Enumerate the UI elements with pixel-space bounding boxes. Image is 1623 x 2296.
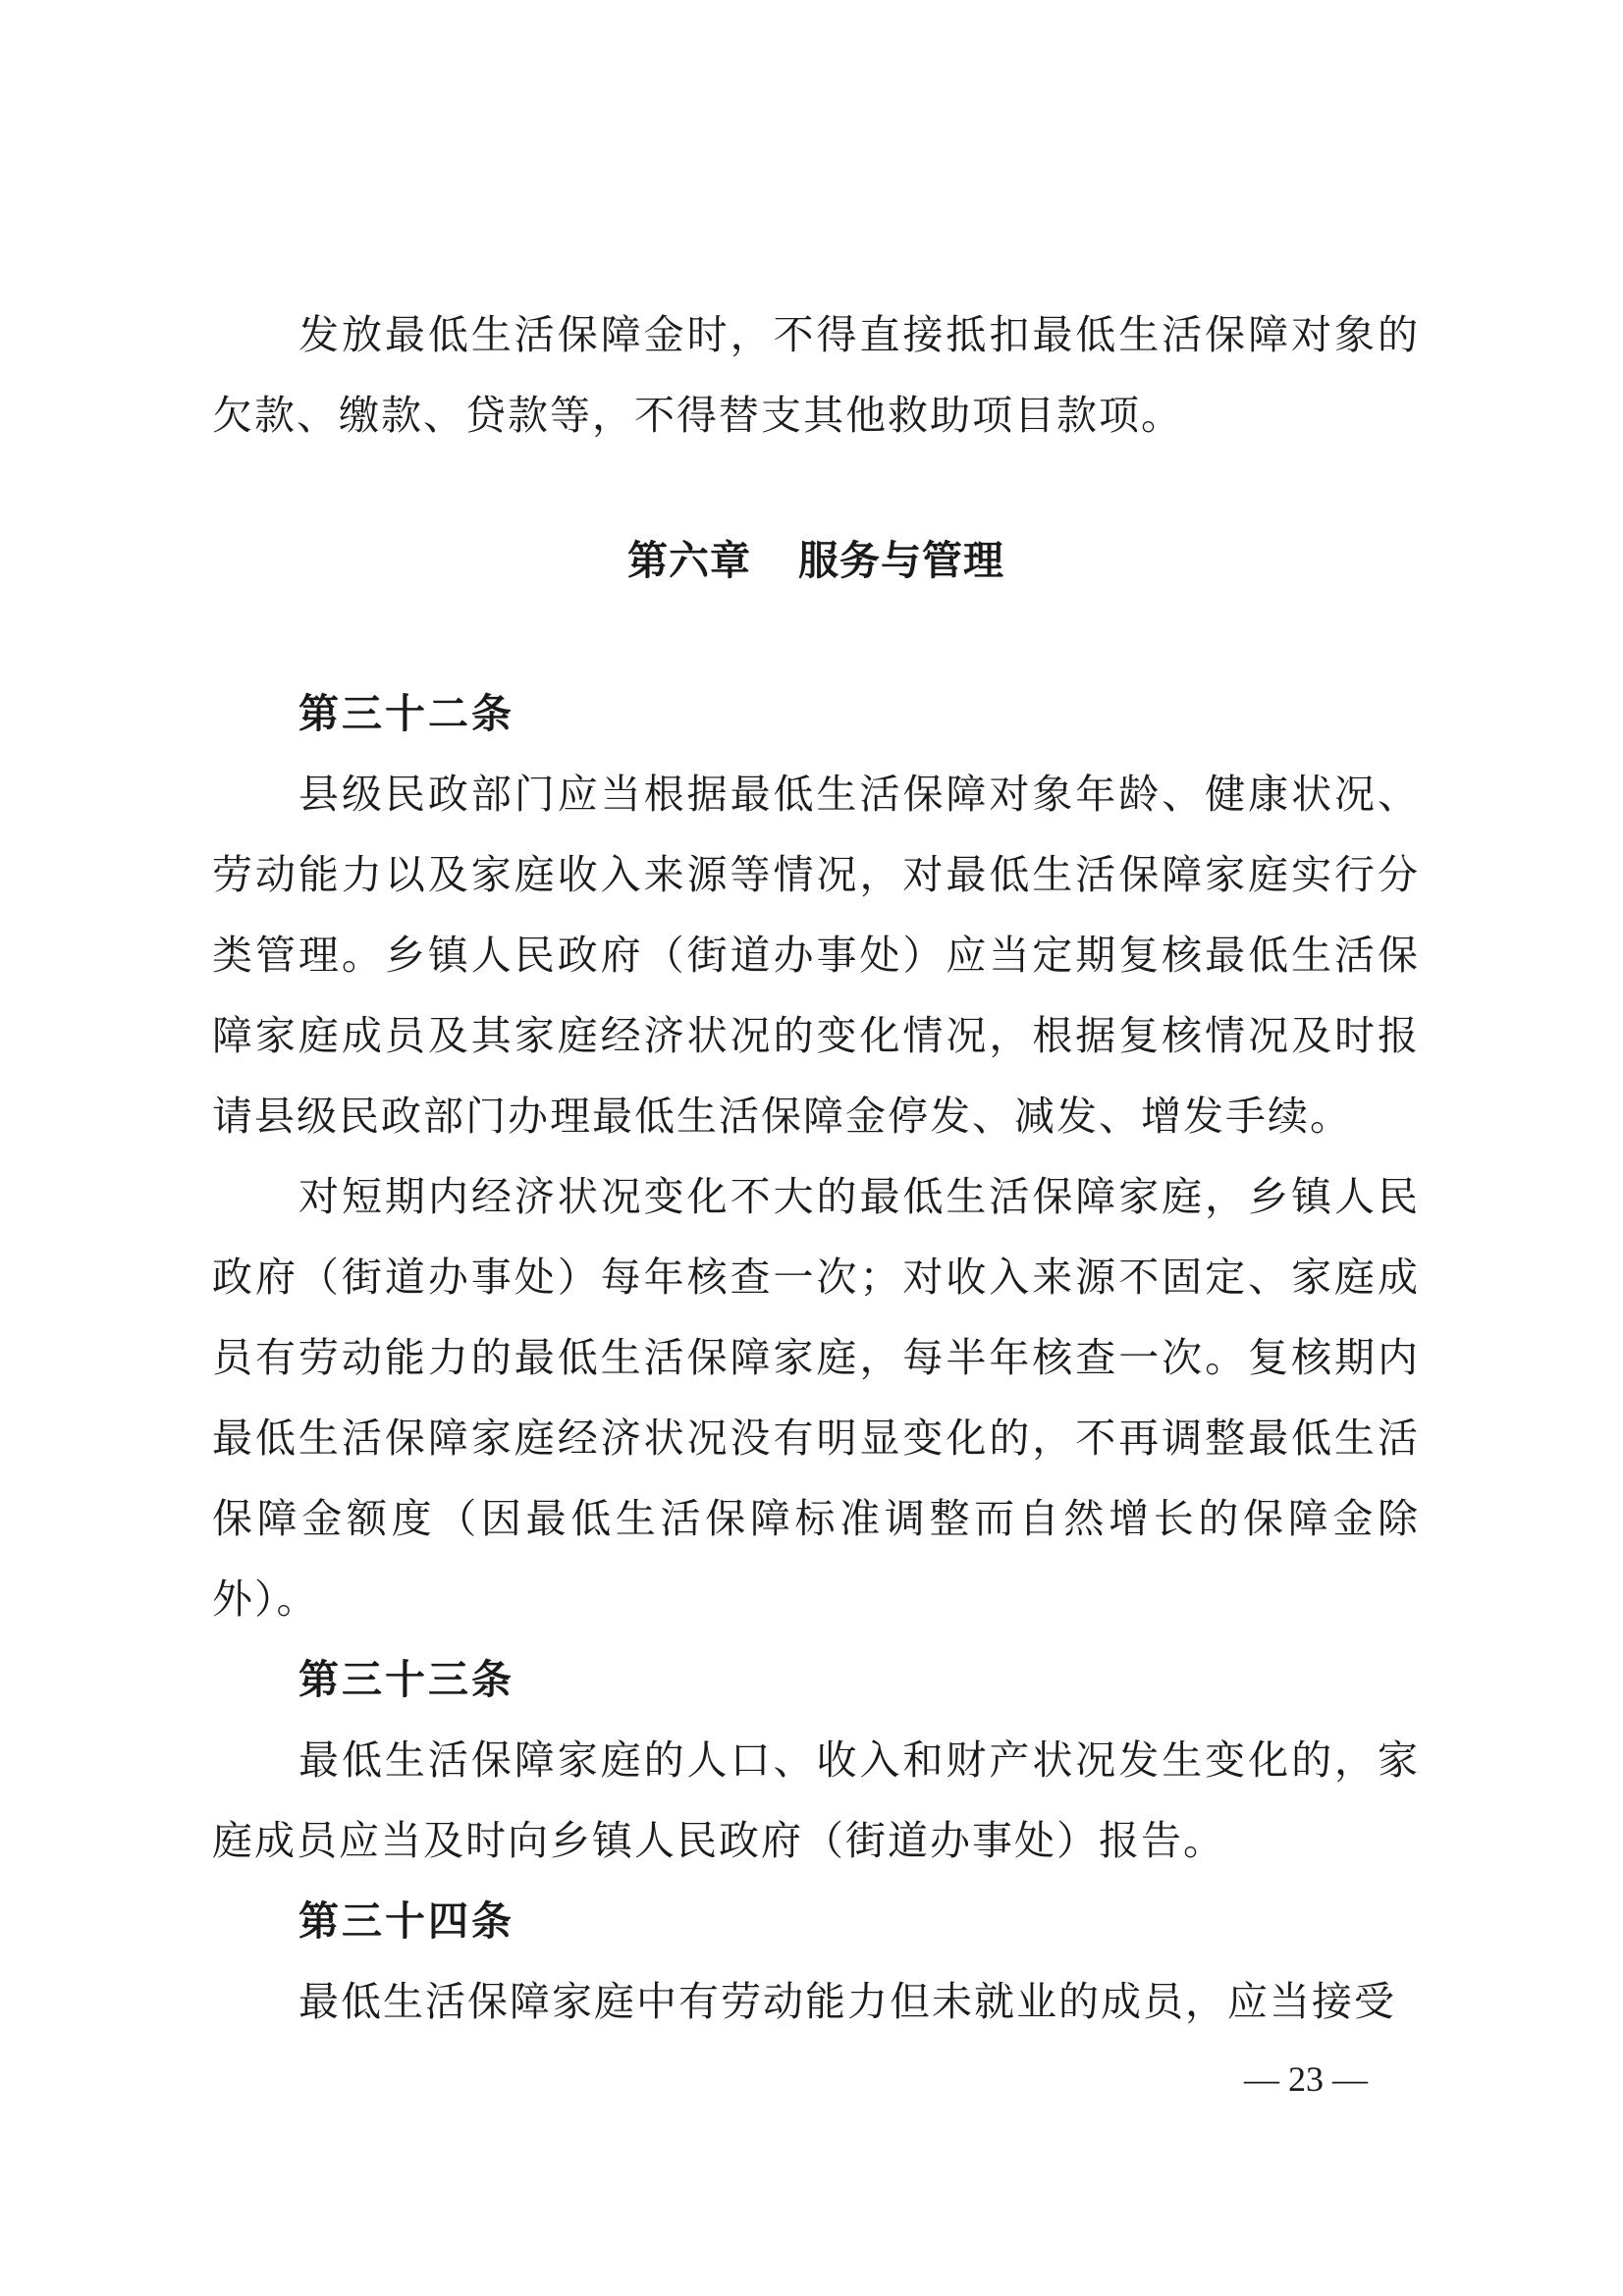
article-paragraph: 对短期内经济状况变化不大的最低生活保障家庭，乡镇人民政府（街道办事处）每年核查一次；对收入来源不固定、家庭成员有劳动能力的最低生活保障家庭，每半年核查一次。复核期内最低生活保障家庭经济状况没有明显变化的，不再调整最低生活保障金额度（因最低生活保障标准调整而自然增长的保障金除外）。 <box>212 1173 1420 1623</box>
intro-paragraph: 发放最低生活保障金时，不得直接抵扣最低生活保障对象的欠款、缴款、贷款等，不得替支其他救助项目款项。 <box>212 311 1420 439</box>
chapter-title: 服务与管理 <box>798 537 1004 584</box>
article-paragraph: 最低生活保障家庭中有劳动能力但未就业的成员，应当接受 <box>298 1978 1396 2025</box>
article-heading: 第三十四条 <box>298 1897 514 1945</box>
articles-block <box>212 673 1420 2042</box>
article-heading: 第三十三条 <box>298 1656 514 1703</box>
article-paragraph: 最低生活保障家庭的人口、收入和财产状况发生变化的，家庭成员应当及时向乡镇人民政府（街道办事处）报告。 <box>212 1736 1420 1864</box>
chapter-number: 第六章 <box>627 537 751 584</box>
chapter-heading <box>212 520 1420 601</box>
page-number: — 23 — <box>1244 2059 1368 2099</box>
article-heading: 第三十二条 <box>298 690 514 737</box>
intro-block <box>212 294 1420 455</box>
article-paragraph: 县级民政部门应当根据最低生活保障对象年龄、健康状况、劳动能力以及家庭收入来源等情况，对最低生活保障家庭实行分类管理。乡镇人民政府（街道办事处）应当定期复核最低生活保障家庭成员及其家庭经济状况的变化情况，根据复核情况及时报请县级民政部门办理最低生活保障金停发、减发、增发手续。 <box>212 771 1420 1140</box>
